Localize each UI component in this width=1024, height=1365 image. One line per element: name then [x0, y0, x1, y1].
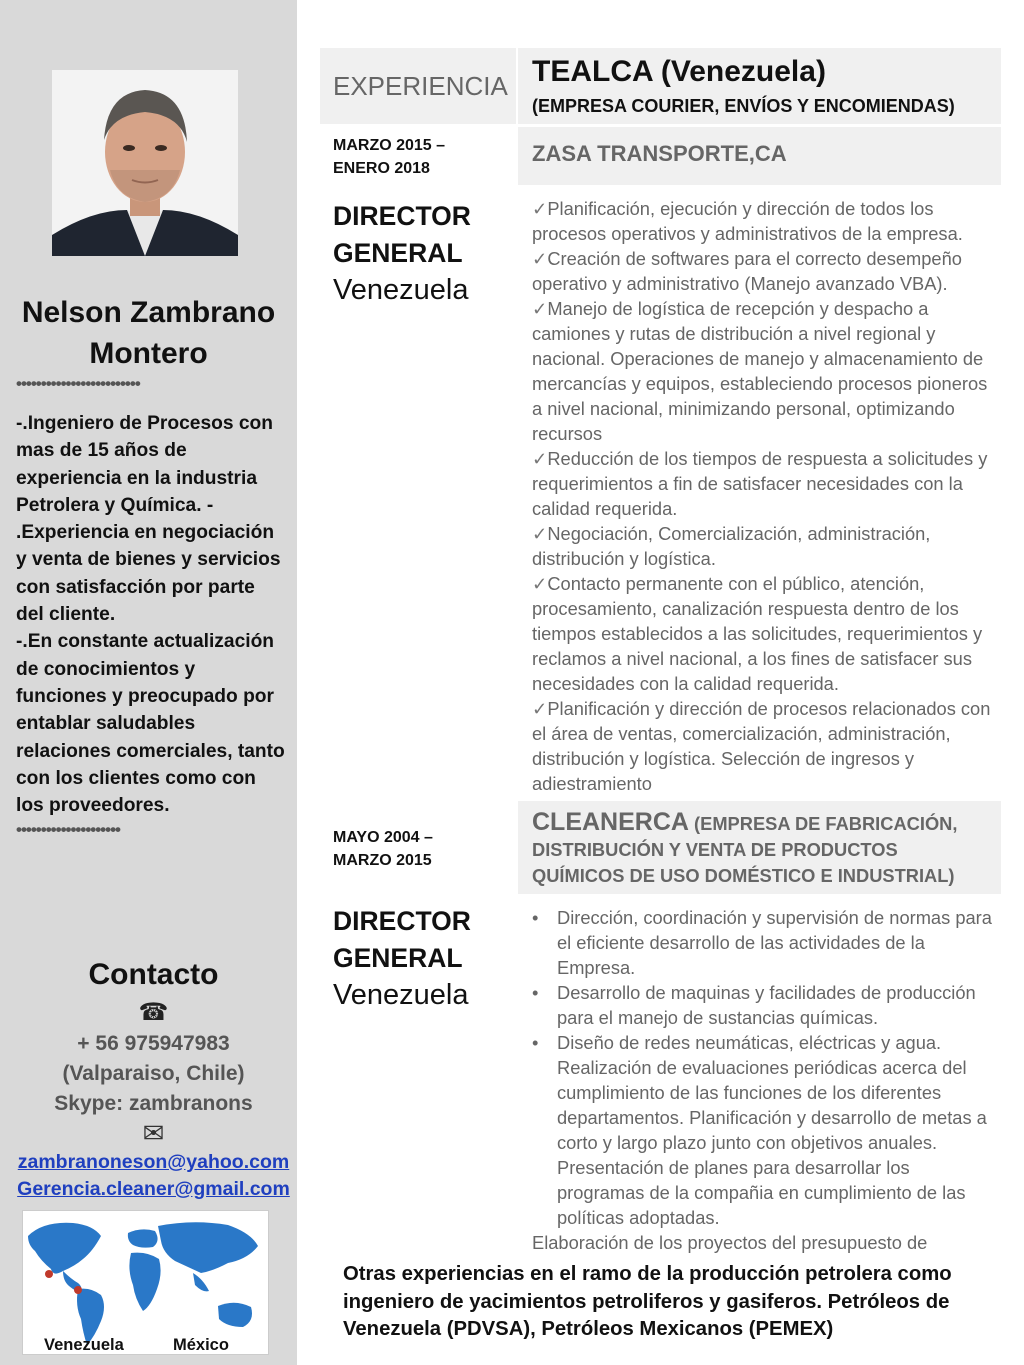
profile-photo	[52, 70, 238, 256]
world-map-illustration	[23, 1211, 269, 1355]
skype-handle: Skype: zambranons	[54, 1092, 253, 1115]
candidate-name-line1: Nelson Zambrano	[21, 296, 276, 329]
job1-bullet-list	[532, 196, 994, 796]
job1-role	[333, 198, 471, 309]
checkmark-icon: ✓	[532, 248, 548, 269]
checkmark-icon: ✓	[532, 448, 548, 469]
job1-bullet-text: Manejo de logística de recepción y despacho a camiones y rutas de distribución a nivel regional y nacional. Operaciones de manejo y almacenamiento de mercancías y equipos, estableciendo procesos pioneros a nivel nacional, minimizando personal, optimizando recursos	[532, 298, 988, 444]
job1-company-description: (EMPRESA COURIER, ENVÍOS Y ENCOMIENDAS)	[532, 96, 955, 116]
list-item: • Desarrollo de maquinas y facilidades de producción para el manejo de sustancias químicas.	[532, 980, 994, 1030]
job1-company2-cell	[518, 127, 1001, 185]
job2-role-location: Venezuela	[333, 979, 469, 1011]
contact-heading: Contacto	[88, 958, 219, 991]
dotted-divider-top: •••••••••••••••••••••••••	[16, 374, 140, 393]
checkmark-icon: ✓	[532, 298, 548, 319]
summary-paragraph-1: -.Ingeniero de Procesos con mas de 15 años de experiencia en la industria Petrolera y Química. - .Experiencia en negociación y venta de bienes y servicios con satisfacción por parte del cliente.	[16, 413, 281, 626]
email-link-yahoo[interactable]: zambranoneson@yahoo.com	[17, 1151, 290, 1173]
mail-icon: ✉	[142, 1118, 165, 1148]
job1-role-cell	[320, 188, 516, 798]
job1-bullet-text: Planificación y dirección de procesos relacionados con el área de ventas, comercialización, administración, distribución y logística. Selección de ingresos y adiestramiento	[532, 698, 991, 794]
job1-company: TEALCA (Venezuela)	[532, 55, 826, 88]
job1-role-location: Venezuela	[333, 274, 469, 306]
list-item: • Diseño de redes neumáticas, eléctricas y agua. Realización de evaluaciones periódicas acerca del cumplimiento de las funciones de los diferentes departamentos. Planificación y desarrollo de metas a corto y largo plazo junto con objetivos anuales. Presentación de planes para desarrollar los programas de la compañia en cumplimiento de las políticas adoptadas.	[532, 1030, 994, 1230]
job1-date-end: ENERO 2018	[333, 160, 430, 177]
experience-heading: EXPERIENCIA	[333, 71, 508, 101]
job2-company: CLEANERCA	[532, 808, 689, 836]
checkmark-icon: ✓	[532, 523, 548, 544]
job2-date-start: MAYO 2004 –	[333, 829, 433, 846]
job1-bullet-text: Negociación, Comercialización, administración, distribución y logística.	[532, 523, 931, 569]
job1-dates-row	[320, 127, 1001, 185]
other-experience-note: Otras experiencias en el ramo de la producción petrolera como ingeniero de yacimientos petroliferos y gasiferos. Petróleos de Venezuela (PDVSA), Petróleos Mexicanos (PEMEX)	[330, 1255, 991, 1355]
job2-bullets-cell	[518, 897, 1001, 1255]
list-item: • Dirección, coordinación y supervisión de normas para el eficiente desarrollo de las actividades de la Empresa.	[532, 905, 994, 980]
checkmark-icon: ✓	[532, 198, 548, 219]
job2-role	[333, 903, 471, 1014]
job2-company-description: (EMPRESA DE FABRICACIÓN, DISTRIBUCIÓN Y VENTA DE PRODUCTOS QUÍMICOS DE USO DOMÉSTICO E INDUSTRIAL)	[532, 813, 958, 886]
job2-date-end: MARZO 2015	[333, 852, 432, 869]
list-item	[532, 446, 994, 521]
list-item	[532, 246, 994, 296]
profile-photo-illustration	[52, 70, 238, 256]
job2-role-line2: GENERAL	[333, 943, 463, 973]
job2-bullet-list	[532, 905, 994, 1255]
job1-date-start: MARZO 2015 –	[333, 137, 446, 154]
job2-company-block	[532, 809, 994, 889]
job1-company-cell	[518, 48, 1001, 124]
list-item	[532, 296, 994, 446]
world-map	[22, 1210, 269, 1355]
email-link-gmail[interactable]: Gerencia.cleaner@gmail.com	[17, 1178, 290, 1200]
candidate-name	[10, 292, 287, 374]
summary-paragraph-2: -.En constante actualización de conocimientos y funciones y preocupado por entablar saludables relaciones comerciales, tanto con los clientes como con los proveedores.	[16, 631, 285, 817]
phone-number: + 56 975947983	[77, 1032, 230, 1055]
list-item	[532, 196, 994, 246]
checkmark-icon: ✓	[532, 698, 548, 719]
job1-role-line2: GENERAL	[333, 238, 463, 268]
profile-sidebar	[0, 0, 297, 1365]
phone-icon: ☎	[138, 999, 169, 1026]
job1-dates-cell	[320, 127, 516, 185]
job2-trailing-text: Elaboración de los proyectos del presupuesto de	[532, 1232, 928, 1253]
map-label-venezuela: Venezuela	[44, 1336, 124, 1354]
job2-company-cell	[518, 801, 1001, 894]
location: (Valparaiso, Chile)	[62, 1062, 245, 1085]
dotted-divider-bottom: •••••••••••••••••••••	[16, 820, 120, 839]
job2-role-cell	[320, 897, 516, 1255]
candidate-name-line2: Montero	[89, 337, 208, 370]
job2-role-line1: DIRECTOR	[333, 906, 471, 936]
profile-summary	[16, 410, 286, 819]
job1-bullet-text: Creación de softwares para el correcto desempeño operativo y administrativo (Manejo avanzado VBA).	[532, 248, 962, 294]
job2-dates-cell	[320, 801, 516, 894]
experience-header-cell	[320, 48, 516, 124]
map-label-mexico: México	[173, 1336, 229, 1354]
job2-details-row	[320, 897, 1001, 1255]
checkmark-icon: ✓	[532, 573, 548, 594]
experience-header-row	[320, 48, 1001, 124]
list-item	[532, 521, 994, 571]
job1-bullet-text: Planificación, ejecución y dirección de todos los procesos operativos y administrativos de la empresa.	[532, 198, 963, 244]
list-item	[532, 696, 994, 796]
job1-role-line1: DIRECTOR	[333, 201, 471, 231]
job1-company2: ZASA TRANSPORTE,CA	[532, 141, 787, 166]
job1-bullets-cell	[518, 188, 1001, 798]
job1-bullet-text: Contacto permanente con el público, atención, procesamiento, canalización respuesta dentro de los tiempos establecidos a las solicitudes, requerimientos y reclamos a nivel nacional, a los fines de satisfacer sus necesidades con la calidad requerida.	[532, 573, 983, 694]
job1-bullet-text: Reducción de los tiempos de respuesta a solicitudes y requerimientos a fin de satisfacer necesidades con la calidad requerida.	[532, 448, 988, 519]
list-item	[532, 571, 994, 696]
job1-details-row	[320, 188, 1001, 798]
job2-dates-row	[320, 801, 1001, 894]
